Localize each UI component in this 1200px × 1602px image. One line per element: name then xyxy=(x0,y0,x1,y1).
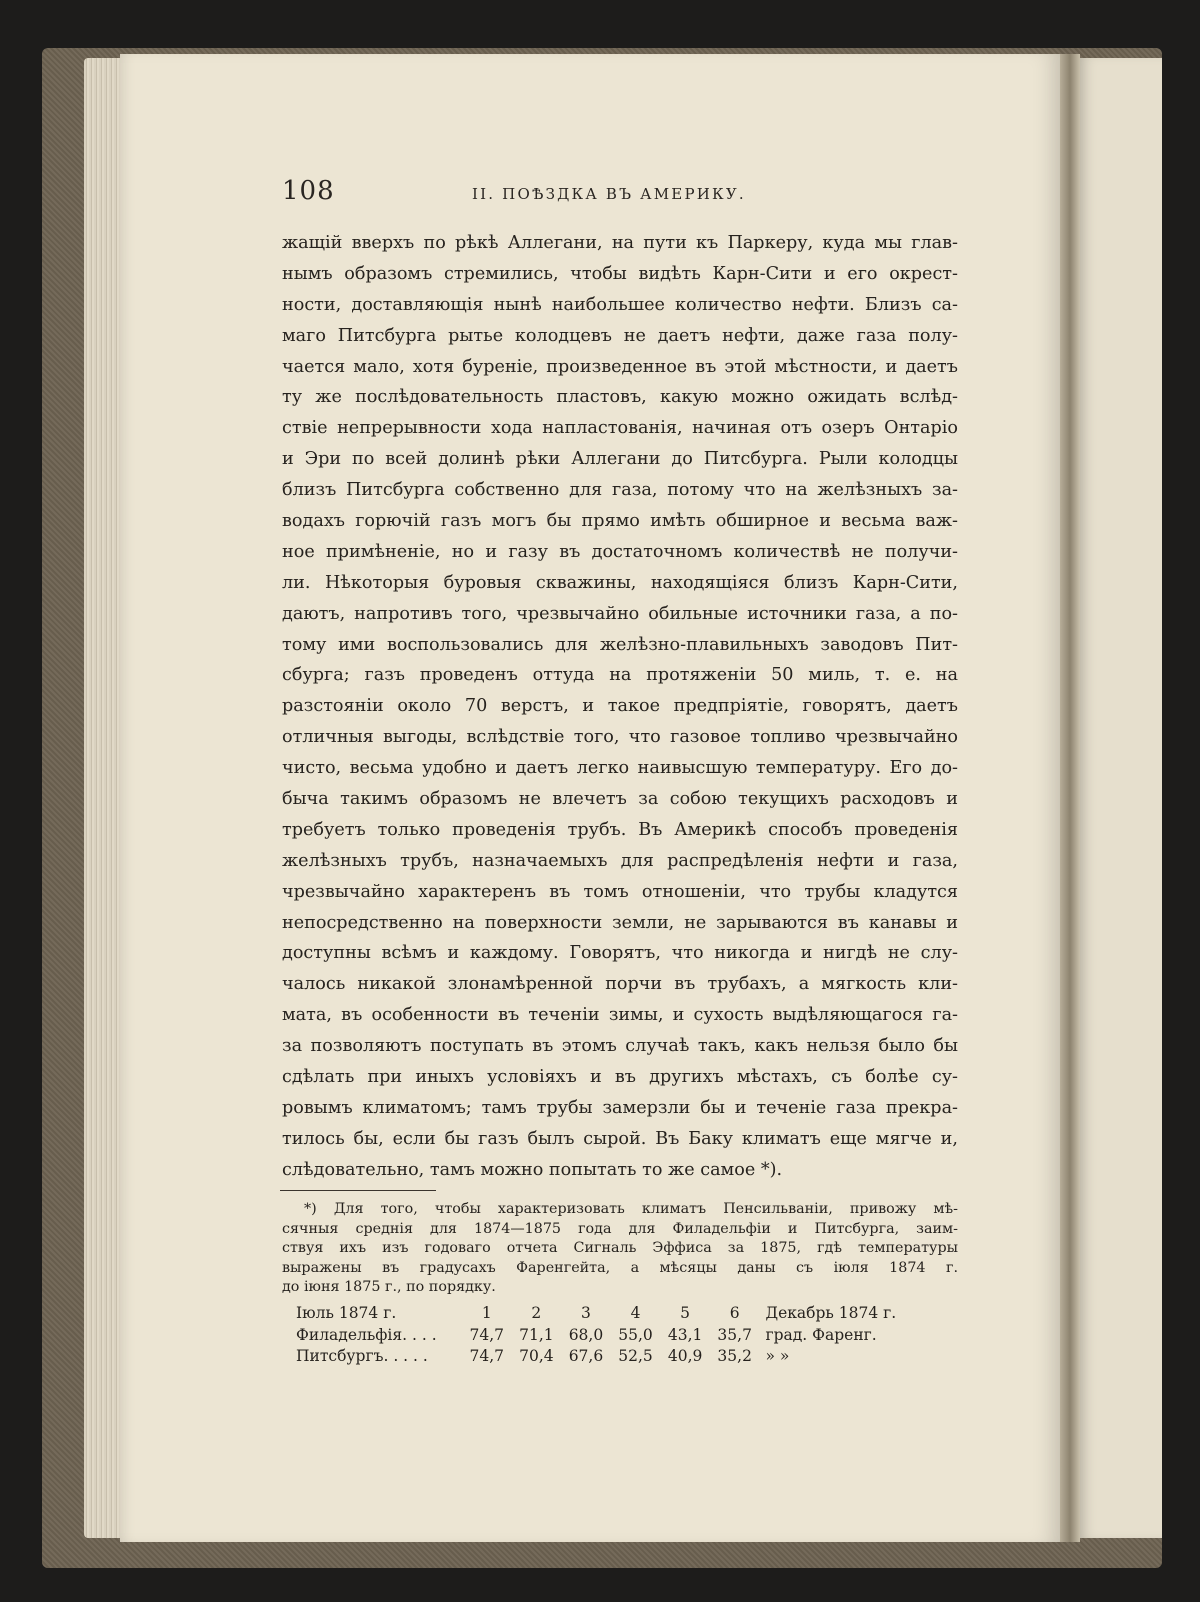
footnote xyxy=(282,1200,958,1298)
text-line: доступны всѣмъ и каждому. Говорятъ, что никогда и нигдѣ не слу- xyxy=(282,943,958,964)
table-cell: 70,4 xyxy=(519,1347,554,1365)
text-line: ствіе непрерывности хода напластованія, начиная отъ озеръ Онтаріо xyxy=(282,418,958,439)
table-cell: 67,6 xyxy=(568,1347,604,1365)
facing-page xyxy=(1080,58,1162,1538)
table-cell: 40,9 xyxy=(667,1347,703,1365)
text-line: сбурга; газъ проведенъ оттуда на протяженіи 50 миль, т. е. на xyxy=(282,665,958,686)
footnote-line: до іюня 1875 г., по порядку. xyxy=(282,1279,496,1296)
text-line: непосредственно на поверхности земли, не зарываются въ канавы и xyxy=(282,912,958,933)
table-cell: 74,7 xyxy=(469,1347,505,1365)
table-row xyxy=(296,1325,956,1347)
text-line: маго Питсбурга рытье колодцевъ не даетъ нефти, даже газа полу- xyxy=(282,325,958,346)
text-line: сдѣлать при иныхъ условіяхъ и въ другихъ мѣстахъ, съ болѣе су- xyxy=(282,1067,958,1088)
table-row xyxy=(296,1346,956,1368)
body-text xyxy=(282,228,958,1186)
text-line: тому ими воспользовались для желѣзно-плавильныхъ заводовъ Пит- xyxy=(282,634,958,655)
text-line: водахъ горючій газъ могъ бы прямо имѣть обширное и весьма важ- xyxy=(282,511,958,532)
footnote-line: ствуя ихъ изъ годоваго отчета Сигналь Эффиса за 1875, гдѣ температуры xyxy=(282,1240,958,1257)
text-line: чрезвычайно характеренъ въ томъ отношеніи, что трубы кладутся xyxy=(282,881,958,902)
text-line: нымъ образомъ стремились, чтобы видѣть Карн-Сити и его окрест- xyxy=(282,263,958,284)
table-row-tail: » » xyxy=(765,1347,790,1365)
table-header-cell: 2 xyxy=(531,1304,542,1322)
text-line: ровымъ климатомъ; тамъ трубы замерзли бы и теченіе газа прекра- xyxy=(282,1097,958,1118)
table-cell: 55,0 xyxy=(618,1325,653,1344)
table-header-cell: 3 xyxy=(581,1304,591,1322)
text-line: требуетъ только проведенія трубъ. Въ Америкѣ способъ проведенія xyxy=(282,819,958,840)
table-header-cell: 4 xyxy=(630,1304,641,1322)
text-line: отличныя выгоды, вслѣдствіе того, что газовое топливо чрезвычайно xyxy=(282,727,958,748)
text-line: чисто, весьма удобно и даетъ легко наивысшую температуру. Его до- xyxy=(282,758,958,779)
text-line: за позволяютъ поступать въ этомъ случаѣ такъ, какъ нельзя было бы xyxy=(282,1036,958,1057)
text-line: мата, въ особенности въ теченіи зимы, и сухость выдѣляющагося га- xyxy=(282,1005,958,1026)
table-cell: 52,5 xyxy=(618,1347,653,1365)
book-gutter xyxy=(1060,54,1080,1542)
table-row-label: Питсбургъ. . . . . xyxy=(296,1347,428,1365)
text-line: чается мало, хотя буреніе, произведенное въ этой мѣстности, и даетъ xyxy=(282,356,958,377)
table-cell: 68,0 xyxy=(568,1325,604,1344)
text-line: ли. Нѣкоторыя буровыя скважины, находящіяся близъ Карн-Сити, xyxy=(282,572,958,593)
text-line: и Эри по всей долинѣ рѣки Аллегани до Питсбурга. Рыли колодцы xyxy=(282,449,958,470)
table-cell: 35,7 xyxy=(717,1325,752,1344)
table-row-label: Филадельфія. . . . xyxy=(296,1325,437,1344)
table-header-cell: 6 xyxy=(729,1304,740,1322)
text-line: даютъ, напротивъ того, чрезвычайно обильные источники газа, а по- xyxy=(282,603,958,624)
running-title: II. ПОѢЗДКА ВЪ АМЕРИКУ. xyxy=(472,185,746,203)
text-line: чалось никакой злонамѣренной порчи въ трубахъ, а мягкость кли- xyxy=(282,974,958,995)
table-cell: 71,1 xyxy=(519,1325,554,1344)
table-header-row xyxy=(296,1303,956,1325)
table-header-cell: 5 xyxy=(680,1304,691,1322)
page-number: 108 xyxy=(282,176,335,206)
footnote-line: сячныя среднія для 1874—1875 года для Филадельфіи и Питсбурга, заим- xyxy=(282,1220,958,1237)
footnote-divider xyxy=(280,1190,436,1191)
text-line: слѣдовательно, тамъ можно попытать то же самое *). xyxy=(282,1159,783,1180)
footnote-line: *) Для того, чтобы характеризовать климатъ Пенсильваніи, привожу мѣ- xyxy=(304,1201,958,1217)
table-header-cell: 1 xyxy=(481,1304,492,1322)
running-head xyxy=(282,176,932,212)
temperature-table xyxy=(296,1303,956,1368)
text-line: разстояніи около 70 верстъ, и такое предпріятіе, говорятъ, даетъ xyxy=(282,696,958,717)
table-cell: 74,7 xyxy=(469,1325,505,1344)
table-header-label: Іюль 1874 г. xyxy=(296,1304,397,1322)
table-header-tail: Декабрь 1874 г. xyxy=(765,1304,897,1322)
text-line: ное примѣненіе, но и газу въ достаточномъ количествѣ не получи- xyxy=(282,541,958,562)
text-line: ности, доставляющія нынѣ наибольшее количество нефти. Близъ са- xyxy=(282,294,958,315)
text-line: желѣзныхъ трубъ, назначаемыхъ для распредѣленія нефти и газа, xyxy=(282,850,958,871)
table-cell: 43,1 xyxy=(667,1325,703,1344)
text-line: быча такимъ образомъ не влечетъ за собою текущихъ расходовъ и xyxy=(282,789,958,810)
table-cell: 35,2 xyxy=(717,1347,752,1365)
text-line: ту же послѣдовательность пластовъ, какую можно ожидать вслѣд- xyxy=(282,387,958,408)
text-line: жащій вверхъ по рѣкѣ Аллегани, на пути къ Паркеру, куда мы глав- xyxy=(282,233,958,253)
text-line: тилось бы, если бы газъ былъ сырой. Въ Баку климатъ еще мягче и, xyxy=(282,1128,958,1149)
table-row-tail: град. Фаренг. xyxy=(765,1325,877,1344)
text-line: близъ Питсбурга собственно для газа, потому что на желѣзныхъ за- xyxy=(282,480,958,501)
footnote-line: выражены въ градусахъ Фаренгейта, а мѣсяцы даны съ іюля 1874 г. xyxy=(282,1259,958,1276)
